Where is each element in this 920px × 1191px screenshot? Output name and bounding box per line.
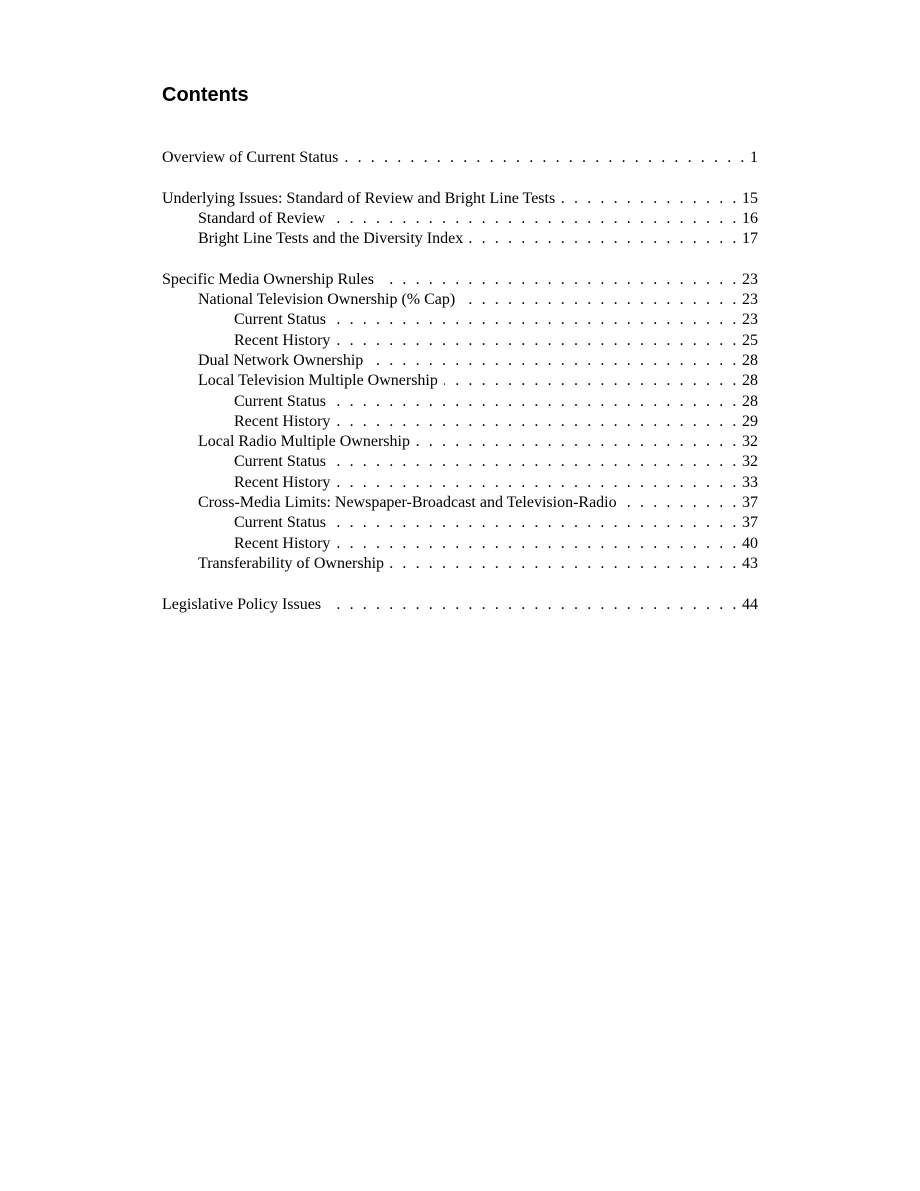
toc-entry-label: Recent History [234,473,331,491]
toc-entry-page-number: 44 [742,595,758,613]
toc-entry-label: Bright Line Tests and the Diversity Index [198,230,464,248]
toc-entry-label: Local Radio Multiple Ownership [198,433,410,451]
contents-page [162,82,758,615]
dot-leader [336,412,739,432]
toc-entry-page-number: 33 [742,473,758,491]
table-of-contents [162,148,758,615]
toc-entry-page-number: 23 [742,270,758,288]
toc-entry-recent-history[interactable] [162,331,758,351]
dot-leader [332,452,739,472]
dot-leader [344,148,747,168]
toc-entry-label: Dual Network Ownership [198,351,364,369]
toc-entry-current-status[interactable] [162,392,758,412]
dot-leader [561,189,739,209]
dot-leader [416,432,739,452]
toc-entry-page-number: 37 [742,494,758,512]
toc-entry-recent-history[interactable] [162,412,758,432]
dot-leader [390,554,739,574]
dot-leader [336,534,739,554]
toc-entry-page-number: 16 [742,209,758,227]
toc-entry-local-radio-multiple-ownership[interactable] [162,432,758,452]
toc-entry-current-status[interactable] [162,452,758,472]
toc-entry-label: Specific Media Ownership Rules [162,270,374,288]
toc-entry-recent-history[interactable] [162,534,758,554]
contents-heading: Contents [162,84,249,106]
toc-entry-national-television-ownership[interactable] [162,290,758,310]
toc-entry-current-status[interactable] [162,310,758,330]
toc-entry-current-status[interactable] [162,513,758,533]
dot-leader [461,290,739,310]
dot-leader [336,331,739,351]
toc-entry-label: Overview of Current Status [162,149,339,166]
toc-entry-label: Recent History [234,412,331,430]
toc-entry-label: Recent History [234,534,331,552]
toc-entry-label: Local Television Multiple Ownership [198,372,438,390]
dot-leader [332,310,739,330]
dot-leader [623,493,739,513]
toc-entry-page-number: 43 [742,554,758,572]
toc-entry-label: Current Status [234,392,326,410]
toc-entry-page-number: 15 [742,189,758,207]
dot-leader [469,229,739,249]
toc-entry-label: National Television Ownership (% Cap) [198,291,456,309]
toc-entry-page-number: 32 [742,433,758,451]
toc-entry-page-number: 28 [742,351,758,369]
toc-entry-standard-of-review[interactable] [162,209,758,229]
toc-entry-label: Transferability of Ownership [198,554,385,572]
dot-leader [369,351,739,371]
toc-entry-bright-line-tests[interactable] [162,229,758,249]
toc-entry-page-number: 1 [750,149,758,166]
toc-entry-label: Underlying Issues: Standard of Review and Bright Line Tests [162,189,556,207]
toc-entry-page-number: 29 [742,412,758,430]
toc-entry-recent-history[interactable] [162,473,758,493]
toc-entry-page-number: 23 [742,291,758,309]
toc-entry-label: Recent History [234,331,331,349]
dot-leader [332,513,739,533]
dot-leader [332,392,739,412]
toc-entry-label: Standard of Review [198,209,326,227]
toc-entry-label: Current Status [234,453,326,471]
toc-entry-label: Current Status [234,514,326,532]
toc-entry-page-number: 28 [742,392,758,410]
toc-entry-page-number: 32 [742,453,758,471]
toc-entry-page-number: 17 [742,230,758,248]
toc-entry-label: Legislative Policy Issues [162,595,322,613]
toc-entry-overview[interactable] [162,148,758,168]
toc-entry-page-number: 37 [742,514,758,532]
toc-entry-cross-media-limits[interactable] [162,493,758,513]
toc-entry-page-number: 25 [742,331,758,349]
toc-entry-local-television-multiple-ownership[interactable] [162,371,758,391]
toc-entry-specific-media-ownership-rules[interactable] [162,270,758,290]
toc-entry-label: Cross-Media Limits: Newspaper-Broadcast and Television-Radio [198,494,617,512]
toc-entry-page-number: 28 [742,372,758,390]
toc-entry-legislative-policy-issues[interactable] [162,595,758,615]
toc-entry-transferability-of-ownership[interactable] [162,554,758,574]
toc-entry-dual-network-ownership[interactable] [162,351,758,371]
dot-leader [331,209,739,229]
toc-entry-page-number: 23 [742,311,758,329]
dot-leader [444,371,739,391]
dot-leader [327,595,739,615]
toc-entry-label: Current Status [234,311,326,329]
toc-entry-underlying-issues[interactable] [162,189,758,209]
dot-leader [336,473,739,493]
dot-leader [380,270,739,290]
toc-entry-page-number: 40 [742,534,758,552]
